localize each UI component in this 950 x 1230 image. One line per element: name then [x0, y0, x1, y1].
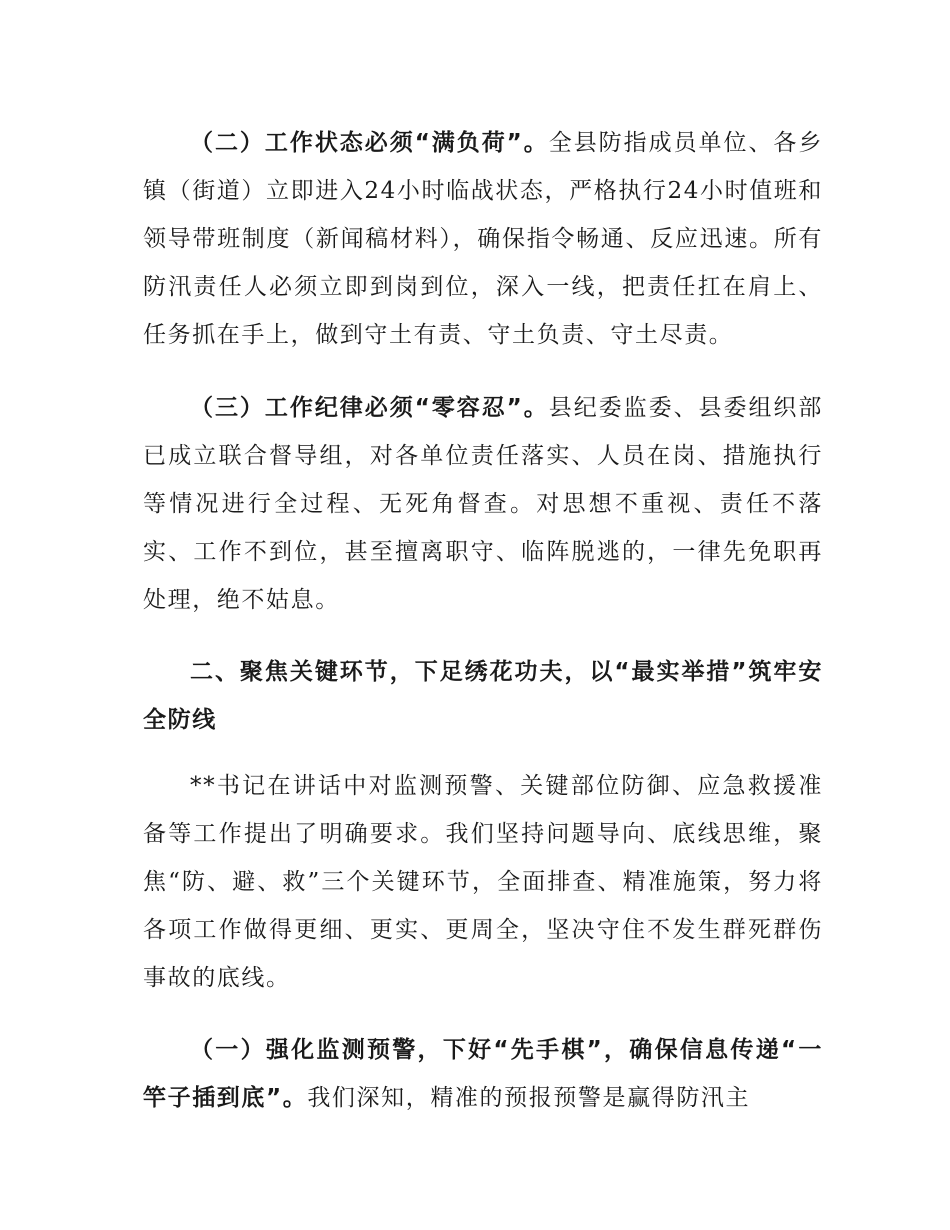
- paragraph-body: 全县防指成员单位、各乡镇（街道）立即进入24小时临战状态，严格执行24小时值班和领导带班制度（新闻稿材料），确保指令畅通、反应迅速。所有防汛责任人必须立即到岗到位，深入一线，把责任扛在肩上、任务抓在手上，做到守土有责、守土负责、守土尽责。: [143, 130, 823, 348]
- paragraph-lead: （二）工作状态必须“满负荷”。: [190, 130, 549, 156]
- paragraph-body: 我们深知，精准的预报预警是赢得防汛主: [307, 1085, 751, 1111]
- paragraph-work-status: [143, 119, 823, 359]
- section-heading: 二、聚焦关键环节，下足绣花功夫，以“最实举措”筑牢安全防线: [143, 659, 823, 733]
- section-paragraph: **书记在讲话中对监测预警、关键部位防御、应急救援准备等工作提出了明确要求。我们坚持问题导向、底线思维，聚焦“防、避、救”三个关键环节，全面排查、精准施策，努力将各项工作做得更细、更实、更周全，坚决守住不发生群死群伤事故的底线。: [143, 773, 823, 991]
- paragraph-lead: （三）工作纪律必须“零容忍”。: [190, 395, 549, 421]
- paragraph-body: 县纪委监委、县委组织部已成立联合督导组，对各单位责任落实、人员在岗、措施执行等情况进行全过程、无死角督查。对思想不重视、责任不落实、工作不到位，甚至擅离职守、临阵脱逃的，一律先免职再处理，绝不姑息。: [143, 395, 823, 613]
- paragraph-work-discipline: [143, 384, 823, 624]
- paragraph-lead: （一）强化监测预警，下好“先手棋”，确保信息传递“一竿子插到底”。: [143, 1037, 823, 1111]
- subsection-paragraph: [143, 1026, 823, 1122]
